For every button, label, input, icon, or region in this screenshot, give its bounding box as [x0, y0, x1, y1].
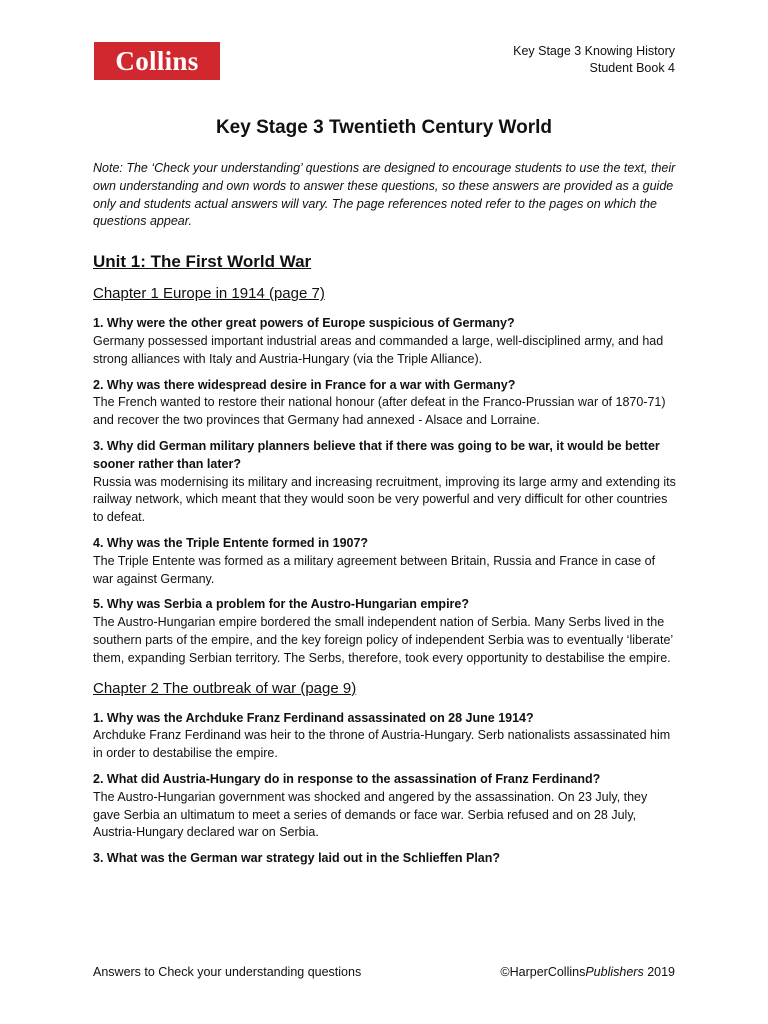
question: 1. Why was the Archduke Franz Ferdinand assassinated on 28 June 1914? — [93, 710, 534, 725]
question: 4. Why was the Triple Entente formed in 1907? — [93, 535, 369, 550]
answer: The Austro-Hungarian empire bordered the small independent nation of Serbia. Many Serbs lived in the southern parts of the empire, and the key foreign policy of independent Serbia was to eventually ‘liberate’ them, expanding Serbian territory. The Serbs, therefore, took every opportunity to destabilise the empire. — [93, 615, 673, 665]
question-answer — [93, 315, 677, 368]
footer-copyright — [500, 965, 675, 979]
copyright-year: 2019 — [643, 965, 675, 979]
question-answer — [93, 377, 677, 430]
question: 1. Why were the other great powers of Europe suspicious of Germany? — [93, 316, 515, 331]
question-answer — [93, 535, 677, 588]
answer: The Triple Entente was formed as a military agreement between Britain, Russia and France in case of war against Germany. — [93, 553, 656, 586]
book-title: Student Book 4 — [589, 61, 675, 75]
question-answer — [93, 438, 677, 527]
answer: Germany possessed important industrial areas and commanded a large, well-disciplined army, and had strong alliances with Italy and Austria-Hungary (via the Triple Alliance). — [93, 333, 664, 366]
question: 3. Why did German military planners believe that if there was going to be war, it would be better sooner rather than later? — [93, 438, 660, 471]
intro-note: Note: The ‘Check your understanding’ questions are designed to encourage students to use the text, their own understanding and own words to answer these questions, so these answers are provided as a guide only and students actual answers will vary. The page references noted refer to the pages on which the questions appear. — [93, 161, 676, 229]
question-answer — [93, 850, 677, 868]
document-title: Key Stage 3 Twentieth Century World — [215, 117, 553, 138]
unit-heading: Unit 1: The First World War — [93, 252, 312, 272]
question: 2. What did Austria-Hungary do in response to the assassination of Franz Ferdinand? — [93, 771, 601, 786]
footer-caption: Answers to Check your understanding questions — [93, 965, 362, 979]
answer: Archduke Franz Ferdinand was heir to the throne of Austria-Hungary. Serb nationalists assassinated him in order to destabilise the empire. — [93, 728, 671, 761]
chapter-heading: Chapter 1 Europe in 1914 (page 7) — [93, 285, 325, 303]
answer: The Austro-Hungarian government was shocked and angered by the assassination. On 23 July, they gave Serbia an ultimatum to meet a series of demands or face war. Serbia refused and on 28 July, Austria-Hungary declared war on Serbia. — [93, 789, 648, 840]
copyright-publishers: Publishers — [585, 965, 644, 979]
question-answer — [93, 771, 677, 842]
chapter-heading: Chapter 2 The outbreak of war (page 9) — [93, 679, 357, 697]
book-info — [513, 43, 675, 77]
answer: Russia was modernising its military and increasing recruitment, improving its large army and extending its railway network, which meant that they would soon be very powerful and very difficult for other countries to defeat. — [93, 474, 676, 525]
collins-logo: Collins — [94, 42, 220, 80]
answer: The French wanted to restore their national honour (after defeat in the Franco-Prussian war of 1870-71) and recover the two provinces that Germany had annexed - Alsace and Lorraine. — [93, 395, 666, 428]
question-answer — [93, 710, 677, 763]
document-body — [93, 160, 677, 876]
book-series: Key Stage 3 Knowing History — [513, 44, 675, 58]
question: 3. What was the German war strategy laid out in the Schlieffen Plan? — [93, 851, 501, 866]
question-answer — [93, 596, 677, 667]
question: 5. Why was Serbia a problem for the Austro-Hungarian empire? — [93, 597, 469, 612]
copyright-prefix: ©HarperCollins — [500, 965, 586, 979]
question: 2. Why was there widespread desire in France for a war with Germany? — [93, 377, 516, 392]
